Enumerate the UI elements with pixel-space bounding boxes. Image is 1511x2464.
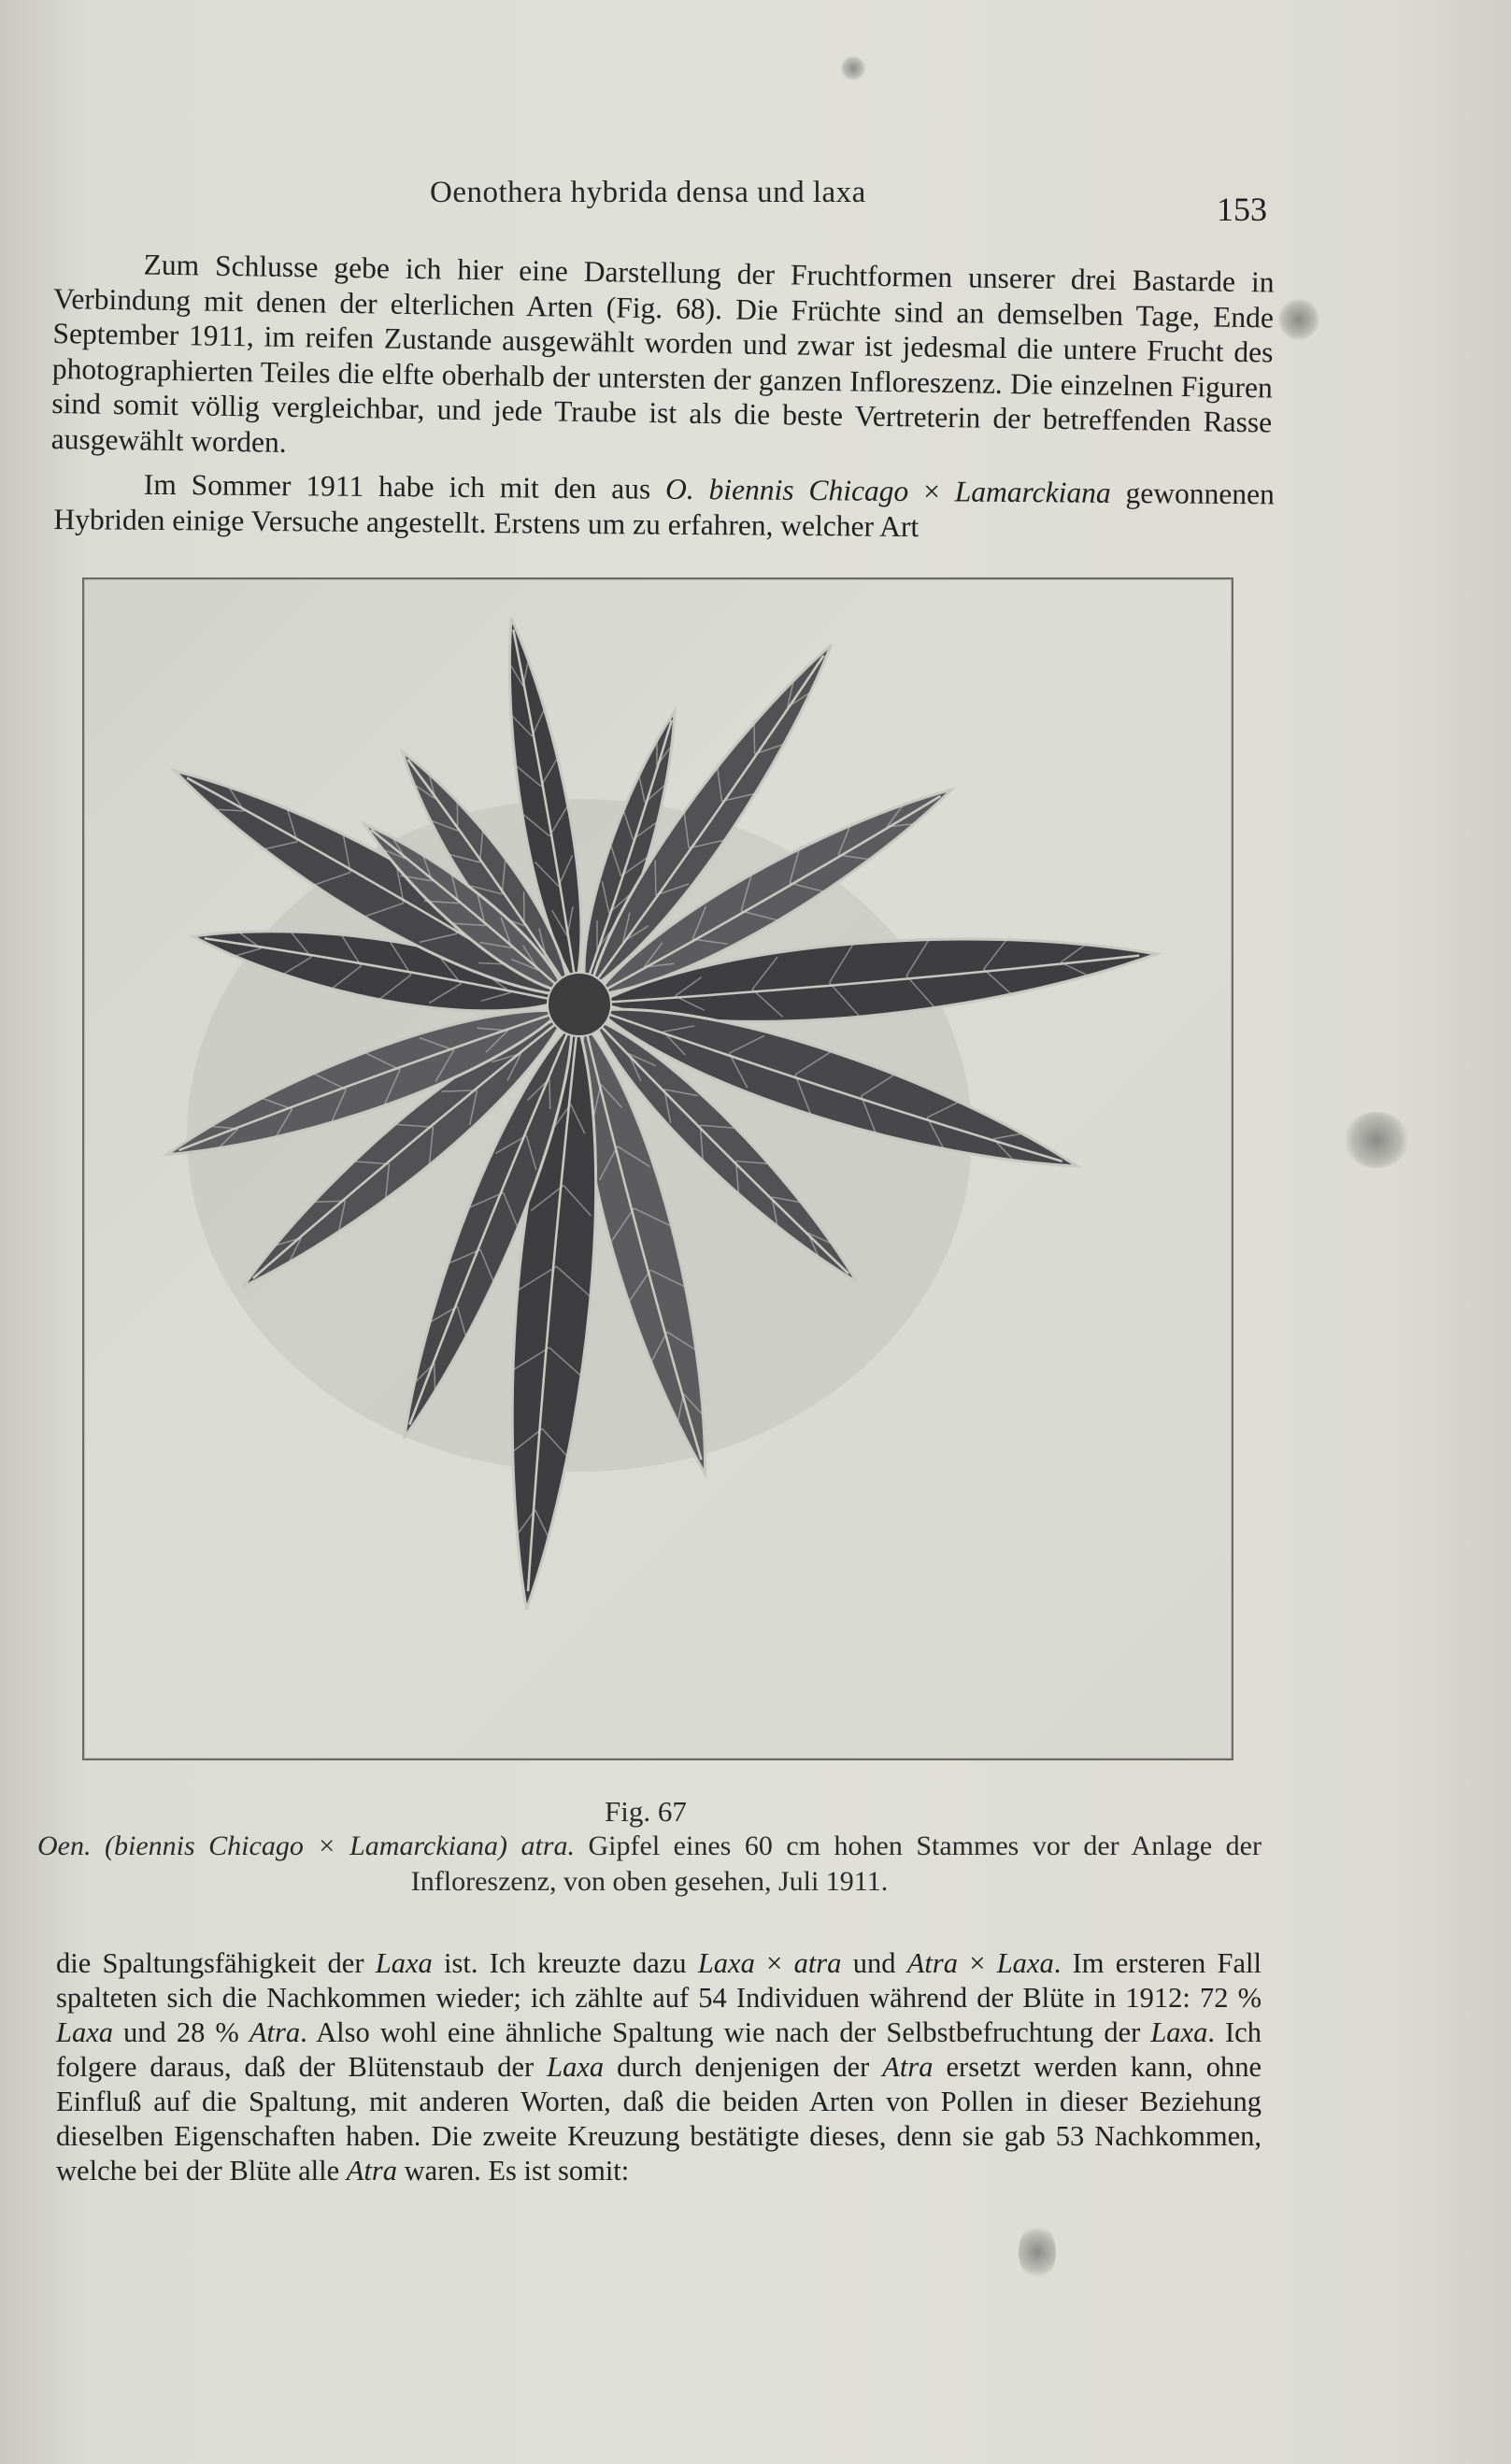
text-run: ersetzt werden kann, ohne Einfluß auf die Spaltung, mit anderen Worten, daß die beiden Arten von Pollen in dieser Beziehung dieselben Eigenschaften haben. Die zweite Kreuzung bestätigte dieses, denn sie gab 53 Nachkommen, welche bei der Blüte alle: [56, 2051, 1262, 2186]
text-run: durch denjenigen der: [604, 2051, 883, 2083]
species-name: Atra: [249, 2016, 301, 2048]
species-name: atra: [793, 1947, 842, 1979]
text-run: . Im ersteren Fall spalteten sich die Nachkommen wieder; ich zählte auf 54 Individuen während der Blüte in 1912: 72 %: [56, 1947, 1262, 2014]
rosette-photo: [84, 579, 1232, 1759]
figure-label: Fig. 67: [605, 1795, 687, 1828]
species-name: Laxa: [375, 1947, 433, 1979]
paragraph-experiments-lead: Im Sommer 1911 habe ich mit den aus: [143, 467, 666, 506]
text-run: waren. Es ist somit:: [397, 2155, 630, 2186]
species-name: Atra: [882, 2051, 934, 2083]
text-run: ist. Ich kreuzte dazu: [432, 1947, 698, 1979]
species-name: Atra: [906, 1947, 958, 1979]
paragraph-fruit-forms: [50, 246, 1274, 475]
text-run: und: [841, 1947, 907, 1979]
paragraph-experiments-rest: gewonnenen Hybriden einige Versuche angestellt. Erstens um zu erfahren, welcher Art: [53, 476, 1275, 543]
cross-symbol: ×: [908, 474, 956, 508]
figure-caption: [37, 1829, 1262, 1900]
text-run: . Also wohl eine ähnliche Spaltung wie nach der Selbstbefruchtung der: [300, 2016, 1151, 2048]
rosette-center: [548, 973, 611, 1036]
paragraph-fruit-forms-text: Zum Schlusse gebe ich hier eine Darstellung der Fruchtformen unserer drei Bastarde in Verbindung mit denen der elterlichen Arten (Fig. 68). Die Früchte sind an demselben Tage, Ende September 1911, im reifen Zustande ausgewählt worden und zwar ist jedesmal die untere Frucht des photographierten Teiles die elfte oberhalb der untersten der ganzen Infloreszenz. Die einzelnen Figuren sind somit völlig vergleichbar, und jede Traube ist als die beste Vertreterin der betreffenden Rasse ausgewählt worden.: [50, 248, 1275, 459]
page-number: 153: [1217, 191, 1267, 228]
figure-caption-species: Oen. (biennis Chicago × Lamarckiana) atra.: [37, 1830, 575, 1861]
running-title: Oenothera hybrida densa und laxa: [430, 176, 866, 209]
species-name: Laxa: [697, 1947, 755, 1979]
paper-stain: [1019, 2224, 1056, 2280]
paragraph-experiments: [53, 466, 1275, 547]
figure-caption-text: Gipfel eines 60 cm hohen Stammes vor der Anlage der Infloreszenz, von oben gesehen, Juli 1911.: [410, 1830, 1262, 1897]
text-run: die Spaltungsfähigkeit der: [56, 1947, 376, 1979]
text-run: . Ich folgere daraus, daß der Blütenstaub der: [56, 2016, 1262, 2083]
species-name: Laxa: [56, 2016, 113, 2048]
species-name: Laxa: [1150, 2016, 1208, 2048]
paper-stain: [841, 56, 865, 80]
species-name: Lamarckiana: [954, 475, 1111, 509]
paragraph-splitting: [56, 1946, 1262, 2188]
species-name: Atra: [346, 2155, 398, 2186]
figure-photograph: [82, 577, 1233, 1760]
cross-symbol: ×: [957, 1947, 997, 1979]
species-name: O. biennis Chicago: [664, 472, 909, 507]
cross-symbol: ×: [754, 1947, 794, 1979]
text-run: und 28 %: [113, 2016, 249, 2048]
paper-stain: [1344, 1112, 1409, 1168]
species-name: Laxa: [547, 2051, 605, 2083]
paper-stain: [1278, 299, 1319, 340]
species-name: Laxa: [996, 1947, 1054, 1979]
